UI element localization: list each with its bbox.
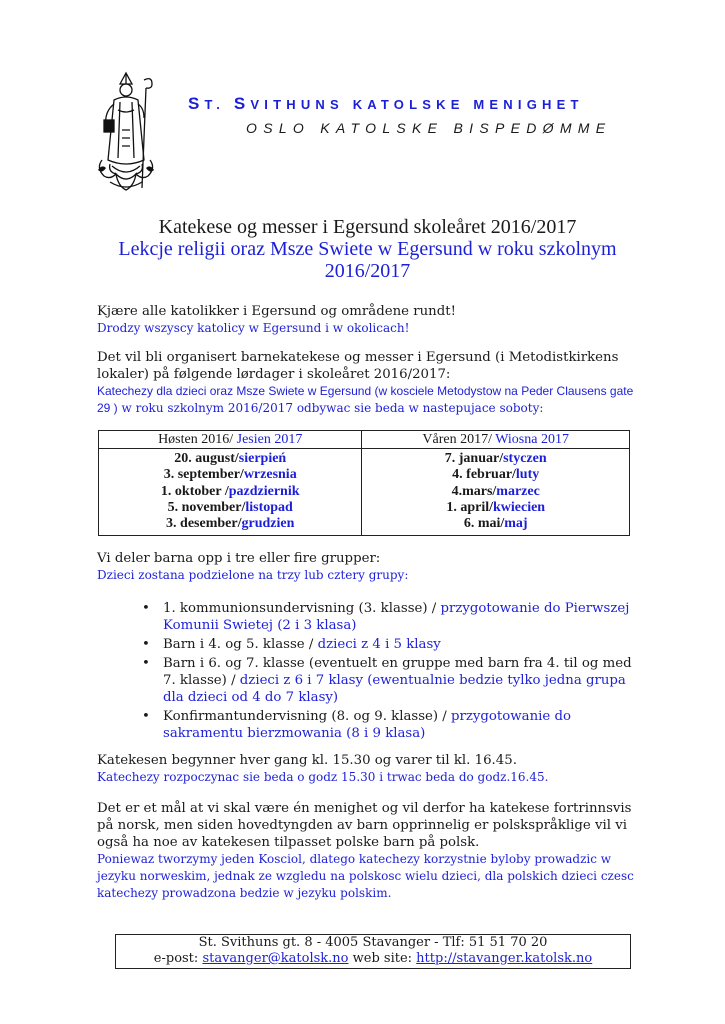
date-row [99, 451, 361, 467]
greeting-polish: Drodzy wszyscy katolicy w Egersund i w okolicach! [97, 321, 410, 335]
groups-intro-polish: Dzieci zostana podzielone na trzy lub cztery grupy: [97, 568, 409, 582]
date-row [99, 500, 361, 516]
parish-name [188, 94, 708, 114]
date-row [362, 467, 629, 483]
date-no: 5. november/ [167, 499, 246, 515]
date-row [99, 484, 361, 500]
date-row [99, 516, 361, 532]
group-pl: przygotowanie do Pierwszej Komunii Swietej (2 i 3 klasa) [163, 601, 630, 633]
spring-header [362, 431, 630, 449]
spring-dates [362, 449, 630, 536]
greeting [97, 303, 642, 337]
diocese-name: OSLO KATOLSKE BISPEDØMME [246, 120, 612, 136]
date-pl: kwiecien [492, 499, 546, 515]
greeting-norwegian: Kjære alle katolikker i Egersund og områdene rundt! [97, 304, 456, 319]
parish-name-part1: T. [204, 97, 234, 112]
list-item [140, 655, 640, 706]
date-no: 4. februar/ [452, 467, 516, 483]
date-pl: maj [504, 516, 528, 532]
group-pl: przygotowanie do sakramentu bierzmowania (8 i 9 klasa) [163, 709, 572, 741]
bullet-icon: • [142, 709, 150, 724]
date-no: 7. januar/ [444, 451, 504, 466]
date-pl: styczen [503, 451, 547, 466]
document-title [90, 216, 645, 282]
title-polish-line2: 2016/2017 [324, 260, 411, 282]
date-pl: wrzesnia [243, 467, 297, 483]
group-pl: dzieci z 6 i 7 klasy (ewentualnie bedzie tylko jedna grupa dla dzieci od 4 do 7 klasy) [163, 673, 626, 705]
group-no: 1. kommunionsundervisning (3. klasse) / [163, 601, 441, 616]
date-row [362, 484, 629, 500]
list-item [140, 600, 640, 634]
autumn-header [99, 431, 362, 449]
bullet-icon: • [142, 601, 150, 616]
web-label: web site: [348, 951, 417, 966]
times-paragraph [97, 752, 642, 786]
parish-name-part2: VITHUNS KATOLSKE MENIGHET [250, 97, 584, 112]
date-no: 20. august/ [174, 451, 239, 466]
autumn-header-pl: Jesien 2017 [236, 432, 303, 447]
website-link[interactable]: http://stavanger.katolsk.no [416, 951, 593, 966]
date-row [362, 500, 629, 516]
saint-svithun-logo-icon [92, 70, 160, 198]
date-no: 1. oktober / [160, 483, 229, 499]
date-pl: sierpień [238, 451, 287, 466]
schedule-table [98, 430, 630, 536]
date-pl: luty [515, 467, 540, 483]
footer-contact [115, 934, 631, 969]
language-norwegian: Det er et mål at vi skal være én menighet og vil derfor ha katekese fortrinnsvis på norsk, men siden hovedtyngden av barn opprinnelig er polskspråklige vil vi også ha noe av katekesen tilpasset polske barn på polsk. [97, 801, 632, 850]
times-norwegian: Katekesen begynner hver gang kl. 15.30 og varer til kl. 16.45. [97, 753, 517, 768]
date-pl: pazdziernik [228, 483, 300, 499]
group-no: Konfirmantundervisning (8. og 9. klasse) / [163, 709, 452, 724]
email-link[interactable]: stavanger@katolsk.no [202, 951, 349, 966]
date-row [362, 451, 629, 467]
date-no: 6. mai/ [463, 516, 505, 532]
language-paragraph [97, 800, 642, 902]
parish-name-initial-2: S [233, 94, 251, 113]
date-no: 1. april/ [446, 499, 493, 515]
group-no: Barn i 6. og 7. klasse (eventuelt en gruppe med barn fra 4. til og med 7. klasse) / [163, 656, 632, 688]
list-item [140, 636, 640, 653]
date-row [362, 516, 629, 532]
group-no: Barn i 4. og 5. klasse / [163, 637, 318, 652]
intro-paragraph [97, 349, 642, 417]
date-pl: listopad [245, 499, 293, 515]
intro-polish-sans: Katechezy dla dzieci oraz Msze Swiete w Egersund (w kosciele Metodystow na Peder Clausens gate 29 ) [97, 384, 634, 415]
title-norwegian: Katekese og messer i Egersund skoleåret 2016/2017 [158, 216, 577, 238]
times-polish: Katechezy rozpoczynac sie beda o godz 15.30 i trwac beda do godz.16.45. [97, 770, 549, 784]
footer-links [116, 951, 630, 967]
autumn-dates [99, 449, 362, 536]
footer-address: St. Svithuns gt. 8 - 4005 Stavanger - Tlf: 51 51 70 20 [198, 935, 548, 950]
bullet-icon: • [142, 656, 150, 671]
date-no: 3. desember/ [166, 516, 242, 532]
intro-polish-serif: w roku szkolnym 2016/2017 odbywac sie beda w nastepujace soboty: [117, 401, 544, 415]
intro-norwegian: Det vil bli organisert barnekatekese og messer i Egersund (i Metodistkirkens lokaler) på følgende lørdager i skoleåret 2016/2017: [97, 350, 619, 382]
date-no: 3. september/ [163, 467, 244, 483]
title-polish-line1: Lekcje religii oraz Msze Swiete w Egersund w roku szkolnym [118, 238, 617, 260]
intro-polish [97, 383, 642, 417]
autumn-header-no: Høsten 2016/ [158, 432, 237, 447]
bullet-icon: • [142, 637, 150, 652]
date-pl: marzec [496, 483, 540, 499]
date-no: 4.mars/ [451, 483, 497, 499]
groups-intro [97, 550, 642, 584]
groups-list [140, 600, 640, 744]
group-pl: dzieci z 4 i 5 klasy [317, 637, 441, 652]
date-pl: grudzien [241, 516, 295, 532]
spring-header-pl: Wiosna 2017 [495, 432, 569, 447]
spring-header-no: Våren 2017/ [422, 432, 496, 447]
language-polish: Poniewaz tworzymy jeden Kosciol, dlatego katechezy korzystnie byloby prowadzic w jezyku norweskim, jednak ze wzgledu na polskosc wielu dzieci, dla polskich dzieci czesc katechezy prowadzona bedzie w jezyku polskim. [97, 852, 634, 900]
date-row [99, 467, 361, 483]
list-item [140, 708, 640, 742]
groups-intro-norwegian: Vi deler barna opp i tre eller fire grupper: [97, 551, 381, 566]
email-label: e-post: [153, 951, 203, 966]
parish-name-initial: S [188, 94, 205, 113]
